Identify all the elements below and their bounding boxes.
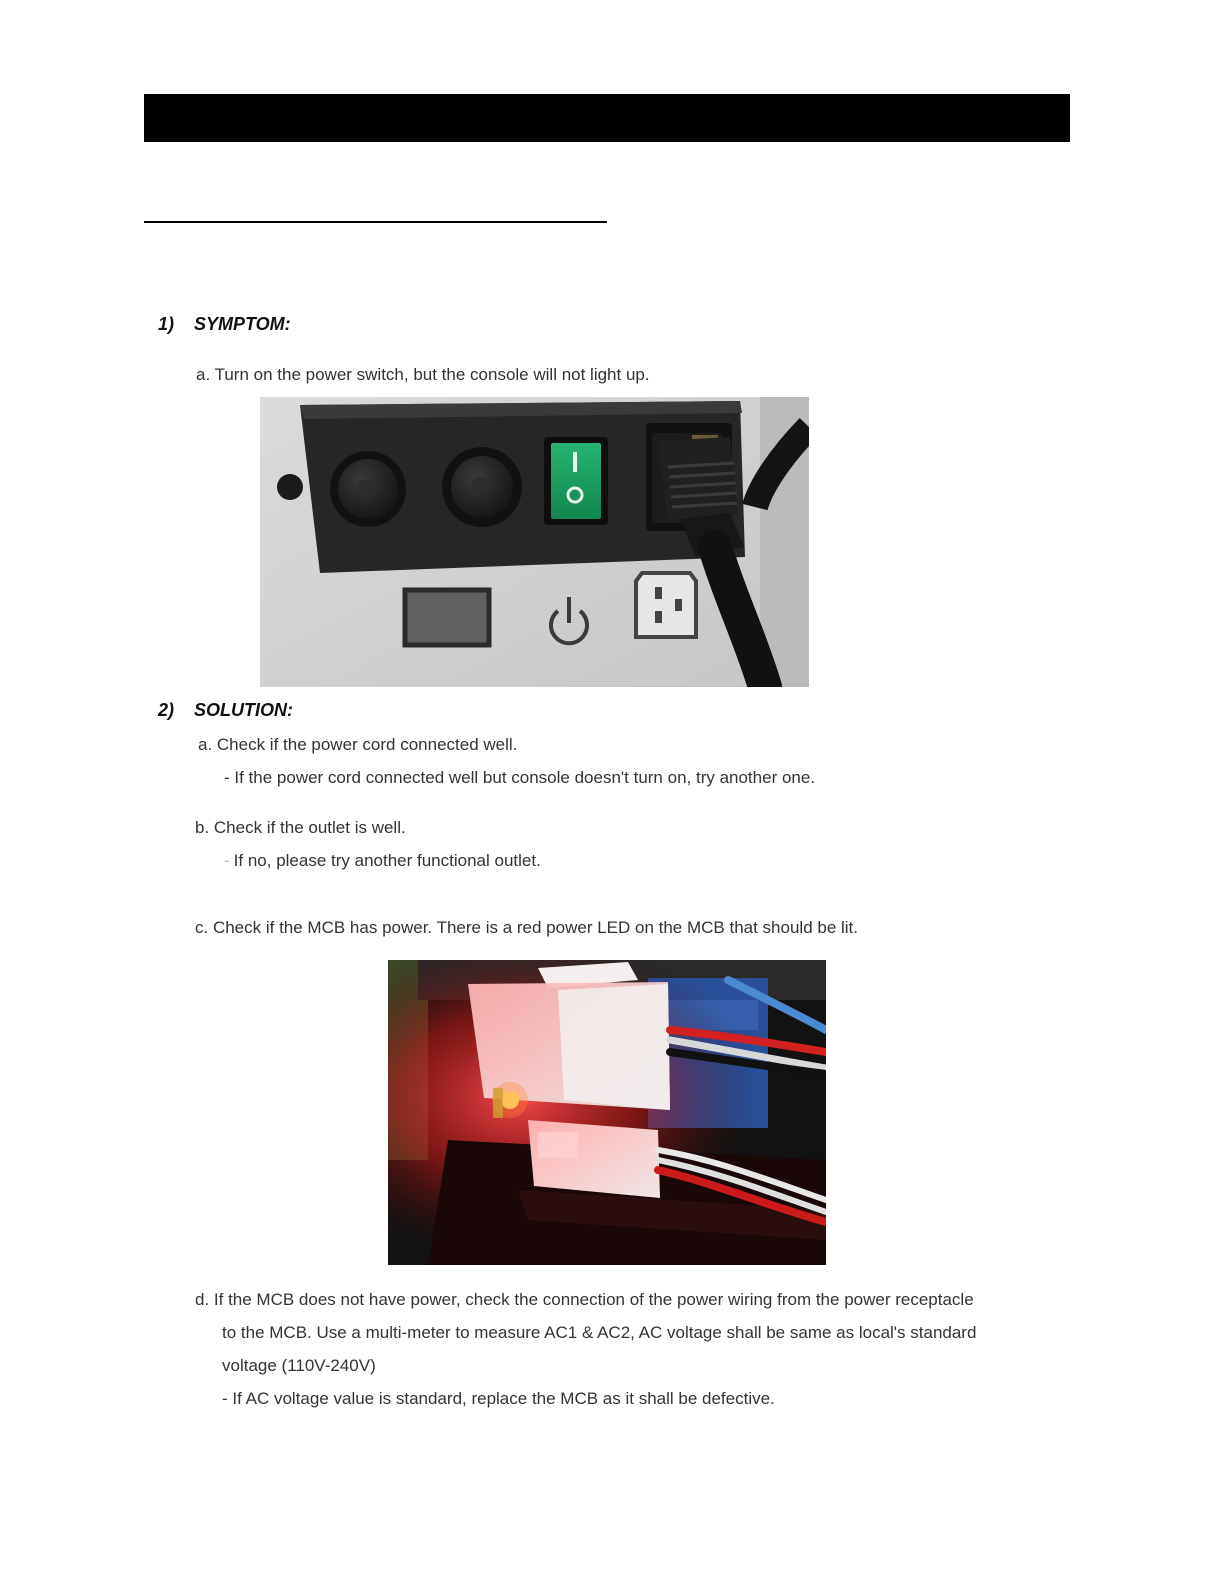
fuse-holder-2 [442, 447, 522, 527]
symptom-item-a: a. Turn on the power switch, but the console will not light up. [196, 365, 650, 384]
solution-title: SOLUTION: [194, 700, 293, 720]
bottom-connector [528, 1120, 660, 1198]
solution-item-b-sub [224, 851, 541, 871]
mcb-illustration [388, 960, 826, 1265]
solution-item-a-sub: - If the power cord connected well but console doesn't turn on, try another one. [224, 768, 816, 787]
title-underline [144, 221, 607, 223]
mcb-photo [388, 960, 826, 1265]
solution-item-b-sub-text: If no, please try another functional outlet. [233, 851, 541, 870]
solution-item-b-dash: - [224, 851, 230, 870]
symptom-title: SYMPTOM: [194, 314, 291, 334]
screw-icon [277, 474, 303, 500]
solution-item-c: c. Check if the MCB has power. There is a red power LED on the MCB that should be lit. [195, 918, 859, 937]
solution-number: 2) [158, 700, 175, 720]
header-bar [144, 94, 1070, 142]
power-rocker-switch [544, 437, 608, 525]
solution-item-a: a. Check if the power cord connected well. [198, 735, 518, 754]
fuse-holder-1 [330, 451, 406, 527]
solution-item-d-line2: to the MCB. Use a multi-meter to measure AC1 & AC2, AC voltage shall be same as local's standard [222, 1323, 977, 1342]
switch-label-icon [405, 590, 489, 645]
solution-heading [158, 700, 293, 721]
solution-item-d-sub: - If AC voltage value is standard, replace the MCB as it shall be defective. [222, 1389, 775, 1408]
solution-item-d-line3: voltage (110V-240V) [222, 1356, 376, 1375]
solution-item-b: b. Check if the outlet is well. [195, 818, 406, 837]
solution-item-d-line1: d. If the MCB does not have power, check the connection of the power wiring from the power receptacle [195, 1290, 974, 1309]
power-panel-photo [260, 397, 809, 687]
switch-on-mark [573, 452, 577, 472]
symptom-heading [158, 314, 291, 335]
receptacle-label-icon [636, 573, 696, 637]
symptom-number: 1) [158, 314, 175, 334]
power-panel-illustration [260, 397, 809, 687]
